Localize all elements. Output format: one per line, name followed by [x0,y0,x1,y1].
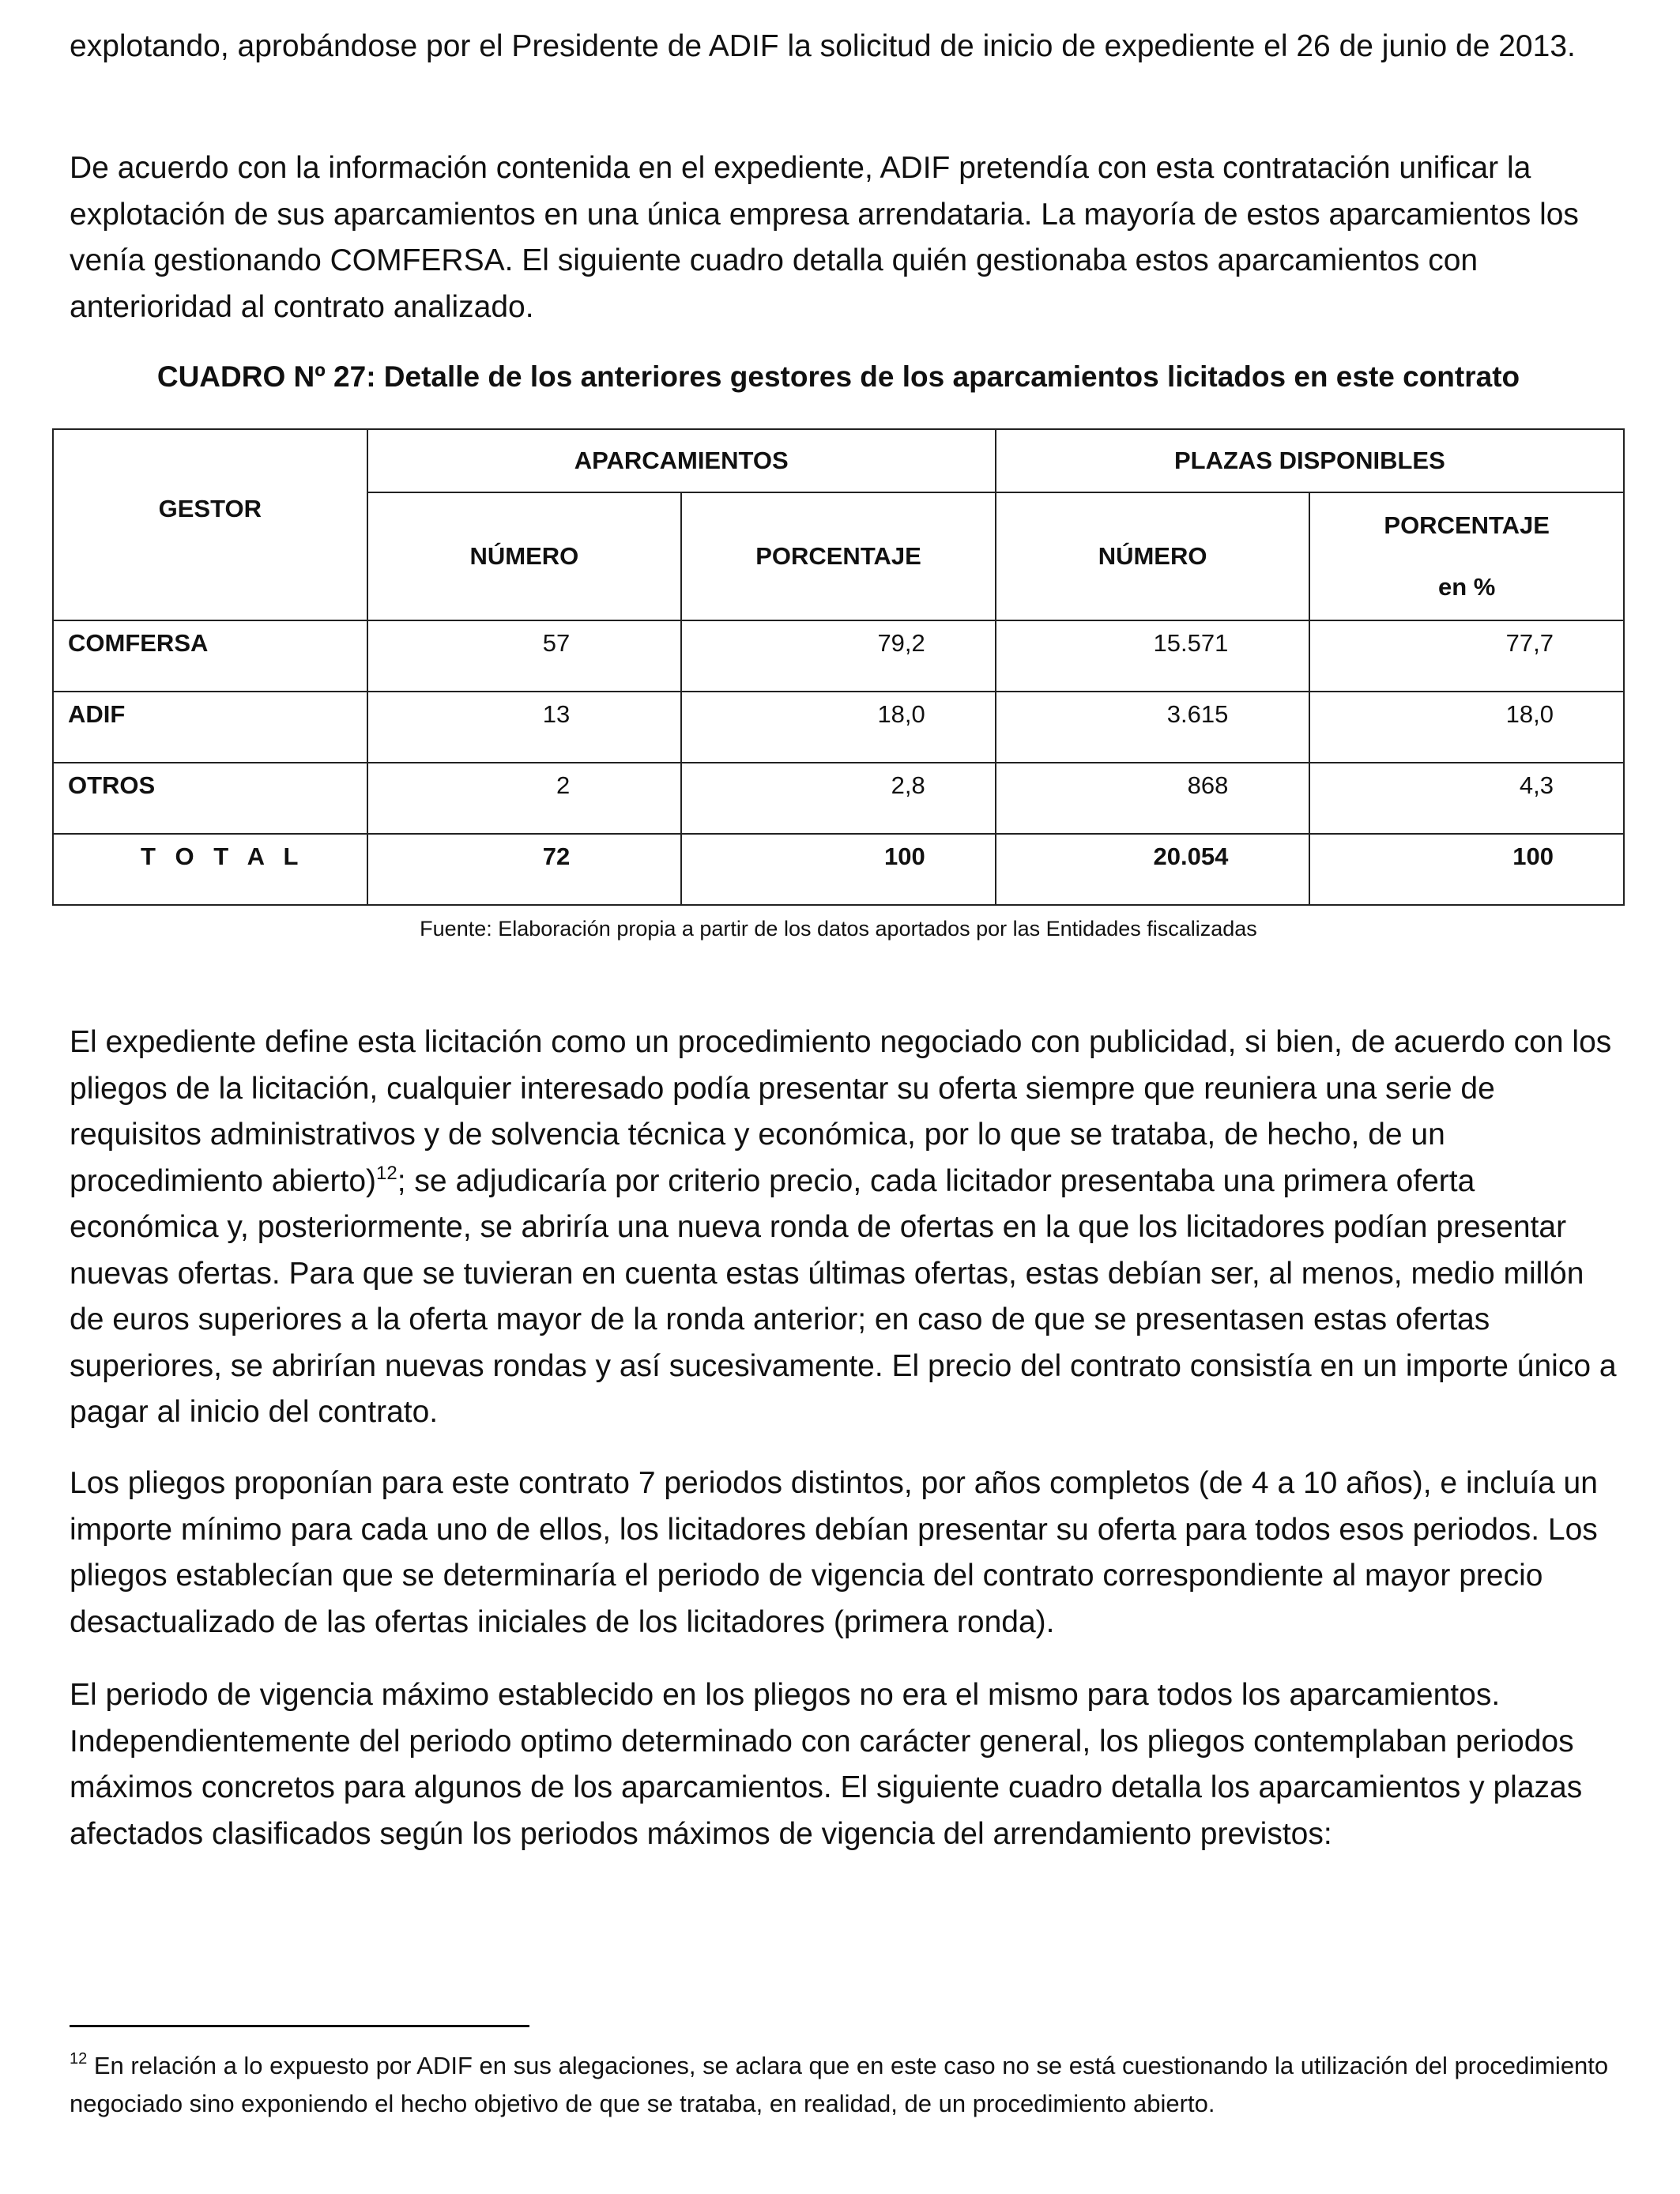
paragraph-max-period: El periodo de vigencia máximo establecido en los pliegos no era el mismo para todos los aparcamientos. Independientemente del periodo optimo determinado con carácter general, los pliegos contemplaban periodos máximos concretos para algunos de los aparcamientos. El siguiente cuadro detalla los aparcamientos y plazas afectados clasificados según los periodos máximos de vigencia del arrendamiento previstos: [70,1678,1583,1851]
cell-total-label: T O T A L [53,834,367,905]
cell-total-ap-pct: 100 [681,834,996,905]
cell-gestor: COMFERSA [53,620,367,692]
footnote-text: En relación a lo expuesto por ADIF en sus alegaciones, se aclara que en este caso no se está cuestionando la utilización del procedimiento negociado sino exponiendo el hecho objetivo de que se trataba, en realidad, de un procedimiento abierto. [70,2052,1609,2117]
managers-table [52,428,1625,906]
header-porcentaje-label: PORCENTAJE [1384,511,1550,539]
cell-pl-pct: 18,0 [1309,692,1624,763]
cell-total-ap-num: 72 [367,834,682,905]
table-total-row [53,834,1624,905]
table-row [53,763,1624,834]
cell-ap-num: 57 [367,620,682,692]
header-porcentaje: PORCENTAJE [681,492,996,620]
cell-ap-pct: 2,8 [681,763,996,834]
paragraph-procedure-text-a: El expediente define esta licitación como un procedimiento negociado con publicidad, si bien, de acuerdo con los pliegos de la licitación, cualquier interesado podía presentar su oferta siempre que reuniera una serie de requisitos administrativos y de solvencia técnica y económica, por lo que se trataba, de hecho, de un procedimiento abierto) [70,1025,1612,1198]
header-en-pct-label: en % [1438,573,1496,601]
paragraph-intro: explotando, aprobándose por el Presidente de ADIF la solicitud de inicio de expediente el 26 de junio de 2013. [70,29,1576,63]
header-numero-plazas: NÚMERO [996,492,1310,620]
cell-total-pl-num: 20.054 [996,834,1310,905]
footnote [70,2047,1618,2123]
table-row [53,620,1624,692]
cell-pl-num: 15.571 [996,620,1310,692]
header-aparcamientos: APARCAMIENTOS [367,429,996,492]
cell-pl-num: 3.615 [996,692,1310,763]
paragraph-procedure-text-b: ; se adjudicaría por criterio precio, cada licitador presentaba una primera oferta económica y, posteriormente, se abriría una nueva ronda de ofertas en la que los licitadores podían presentar nuevas ofertas. Para que se tuvieran en cuenta estas últimas ofertas, estas debían ser, al menos, medio millón de euros superiores a la oferta mayor de la ronda anterior; en caso de que se presentasen estas ofertas superiores, se abrirían nuevas rondas y así sucesivamente. El precio del contrato consistía en un importe único a pagar al inicio del contrato. [70,1163,1617,1429]
cell-gestor: ADIF [53,692,367,763]
paragraph-periods: Los pliegos proponían para este contrato 7 periodos distintos, por años completos (de 4 a 10 años), e incluía un importe mínimo para cada uno de ellos, los licitadores debían presentar su oferta para todos esos periodos. Los pliegos establecían que se determinaría el periodo de vigencia del contrato correspondiente al mayor precio desactualizado de las ofertas iniciales de los licitadores (primera ronda). [70,1466,1598,1639]
footnote-number: 12 [70,2050,88,2068]
header-gestor: GESTOR [53,429,367,620]
footnote-separator [70,2025,529,2027]
table-source: Fuente: Elaboración propia a partir de los datos aportados por las Entidades fiscalizadas [420,917,1257,941]
cell-pl-pct: 77,7 [1309,620,1624,692]
paragraph-context: De acuerdo con la información contenida en el expediente, ADIF pretendía con esta contratación unificar la explotación de sus aparcamientos en una única empresa arrendataria. La mayoría de estos aparcamientos los venía gestionando COMFERSA. El siguiente cuadro detalla quién gestionaba estos aparcamientos con anterioridad al contrato analizado. [70,151,1579,324]
cell-ap-pct: 79,2 [681,620,996,692]
cell-ap-pct: 18,0 [681,692,996,763]
cell-ap-num: 13 [367,692,682,763]
header-numero: NÚMERO [367,492,682,620]
table-header-row [53,429,1624,492]
cell-total-pl-pct: 100 [1309,834,1624,905]
cell-pl-pct: 4,3 [1309,763,1624,834]
table-row [53,692,1624,763]
cell-pl-num: 868 [996,763,1310,834]
paragraph-procedure [70,1020,1618,1436]
header-plazas: PLAZAS DISPONIBLES [996,429,1624,492]
table-caption: CUADRO Nº 27: Detalle de los anteriores gestores de los aparcamientos licitados en este contrato [156,360,1520,393]
cell-gestor: OTROS [53,763,367,834]
cell-ap-num: 2 [367,763,682,834]
footnote-reference[interactable]: 12 [376,1162,397,1184]
header-porcentaje-plazas [1309,492,1624,620]
